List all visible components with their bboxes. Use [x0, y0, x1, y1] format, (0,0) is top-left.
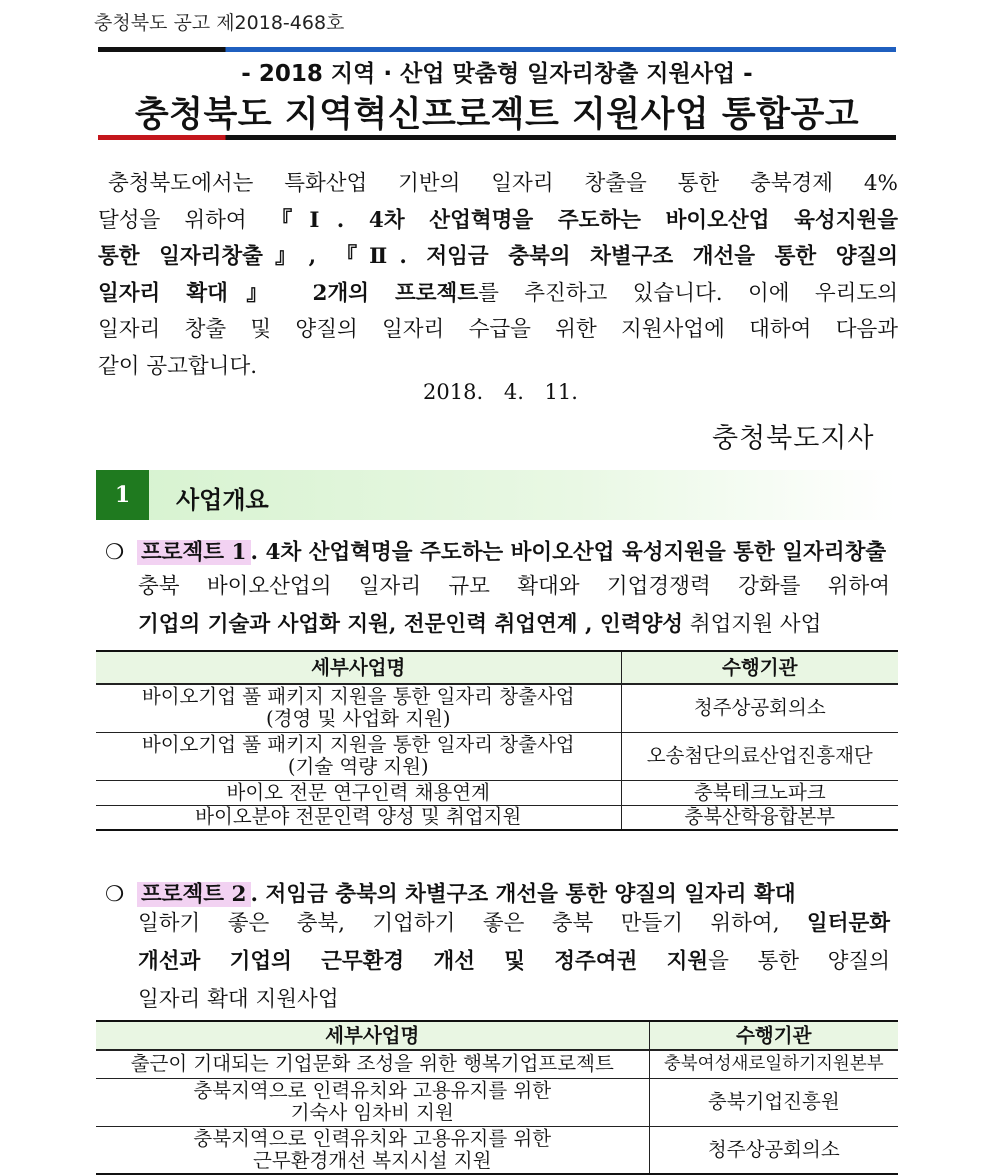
project2-title: . 저임금 충북의 차별구조 개선을 통한 양질의 일자리 확대 [250, 882, 796, 907]
desc-bold-text: 일터문화 [806, 911, 890, 936]
project2-tag: 프로젝트 2 [137, 882, 251, 907]
table-cell: 오송첨단의료산업진흥재단 [621, 732, 898, 780]
table-row [96, 1126, 898, 1174]
table-header: 수행기관 [649, 1021, 898, 1050]
intro-paragraph [98, 166, 898, 385]
table-header: 세부사업명 [96, 1021, 649, 1050]
intro-line: 일자리 창출 및 양질의 일자리 수급을 위한 지원사업에 대하여 다음과 [98, 317, 898, 342]
table-cell: 충북기업진흥원 [649, 1078, 898, 1126]
intro-line [98, 203, 898, 240]
section-number: 1 [96, 470, 149, 520]
signer: 충청북도지사 [712, 423, 875, 454]
cell-line: 바이오기업 풀 패키지 지원을 통한 일자리 창출사업 [141, 685, 575, 709]
table-cell: 청주상공회의소 [649, 1126, 898, 1174]
project2-heading [105, 877, 796, 908]
cell-line: 근무환경개선 복지시설 지원 [253, 1148, 492, 1172]
cell-line: (기술 역량 지원) [287, 755, 429, 778]
intro-bold-text: 통한 일자리창출』, 『Ⅱ. 저임금 충북의 차별구조 개선을 통한 양질의 [98, 244, 898, 269]
intro-bold-text: 『Ⅰ. 4차 산업혁명을 주도하는 바이오산업 육성지원을 [270, 207, 898, 233]
project1-tag: 프로젝트 1 [137, 540, 251, 565]
intro-line: 같이 공고합니다. [98, 353, 258, 379]
table-cell [96, 1078, 649, 1126]
table-cell: 출근이 기대되는 기업문화 조성을 위한 행복기업프로젝트 [96, 1050, 649, 1078]
section-header [96, 470, 896, 520]
project2-table [96, 1020, 898, 1175]
desc-text: 취업지원 사업 [683, 612, 822, 637]
notice-number: 충청북도 공고 제2018-468호 [94, 12, 345, 34]
cell-line: 기숙사 임차비 지원 [290, 1101, 454, 1124]
table-cell: 충북여성새로일하기지원본부 [649, 1050, 898, 1078]
table-cell [96, 684, 621, 732]
project1-description [138, 568, 890, 644]
desc-line [138, 943, 890, 981]
intro-line: 충청북도에서는 특화산업 기반의 일자리 창출을 통한 충북경제 4% [108, 171, 898, 196]
table-row [96, 805, 898, 830]
desc-line [138, 905, 890, 943]
table-cell: 청주상공회의소 [621, 684, 898, 732]
desc-text: 을 통한 양질의 [708, 949, 890, 974]
intro-text: 달성을 위하여 [98, 207, 271, 233]
bullet-icon: ❍ [105, 540, 125, 565]
intro-text: 를 추진하고 있습니다. 이에 우리도의 [478, 280, 898, 306]
intro-line [98, 239, 898, 276]
table-cell [96, 1126, 649, 1174]
table-row [96, 1050, 898, 1078]
title-subtitle: - 2018 지역 · 산업 맞춤형 일자리창출 지원사업 - [241, 61, 753, 87]
bullet-icon: ❍ [105, 882, 125, 907]
table-cell: 바이오분야 전문인력 양성 및 취업지원 [96, 805, 621, 830]
title-block [98, 47, 896, 140]
project1-heading [105, 535, 886, 566]
table-row [96, 780, 898, 805]
table-row [96, 732, 898, 780]
table-cell [96, 732, 621, 780]
table-header: 수행기관 [621, 651, 898, 684]
table-cell: 바이오 전문 연구인력 채용연계 [96, 780, 621, 805]
section-title: 사업개요 [176, 486, 269, 514]
table-row [96, 684, 898, 732]
desc-text: 일하기 좋은 충북, 기업하기 좋은 충북 만들기 위하여, [138, 911, 807, 936]
table-cell: 충북산학융합본부 [621, 805, 898, 830]
desc-bold-text: 개선과 기업의 근무환경 개선 및 정주여권 지원 [138, 949, 709, 974]
cell-line: 충북지역으로 인력유치와 고용유지를 위한 [193, 1126, 552, 1150]
table-cell: 충북테크노파크 [621, 780, 898, 805]
table-header: 세부사업명 [96, 651, 621, 684]
desc-line: 일자리 확대 지원사업 [138, 987, 339, 1012]
project1-title: . 4차 산업혁명을 주도하는 바이오산업 육성지원을 통한 일자리창출 [250, 540, 887, 565]
project1-table [96, 650, 898, 831]
cell-line: (경영 및 사업화 지원) [265, 707, 451, 731]
notice-date: 2018. 4. 11. [423, 380, 578, 404]
project2-description [138, 905, 890, 1019]
cell-line: 충북지역으로 인력유치와 고용유지를 위한 [193, 1079, 552, 1102]
intro-bold-text: 일자리 확대』 2개의 프로젝트 [98, 280, 479, 306]
title-top-rule [98, 47, 896, 52]
desc-line [138, 606, 890, 644]
page-title: 충청북도 지역혁신프로젝트 지원사업 통합공고 [134, 95, 860, 135]
cell-line: 바이오기업 풀 패키지 지원을 통한 일자리 창출사업 [141, 733, 575, 756]
table-row [96, 1078, 898, 1126]
desc-line: 충북 바이오산업의 일자리 규모 확대와 기업경쟁력 강화를 위하여 [138, 574, 890, 599]
intro-line [98, 276, 898, 313]
title-bottom-rule [98, 135, 896, 140]
desc-bold-text: 기업의 기술과 사업화 지원, 전문인력 취업연계 , 인력양성 [138, 612, 684, 637]
